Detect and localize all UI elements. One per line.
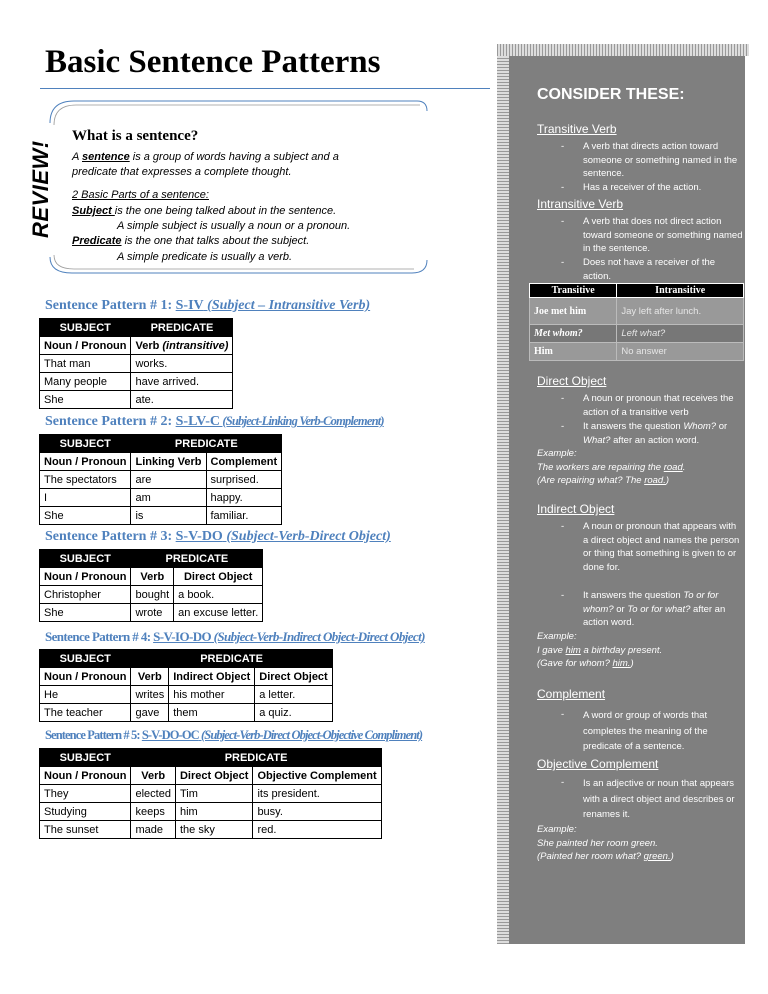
review-heading: What is a sentence? xyxy=(72,128,199,144)
table-row: She is familiar. xyxy=(40,507,282,525)
sidebar-heading: CONSIDER THESE: xyxy=(537,86,685,103)
pattern-4-heading: Sentence Pattern # 4: S-V-IO-DO (Subject-Verb-Indirect Object-Direct Object) xyxy=(45,629,425,644)
table-row: Christopher bought a book. xyxy=(40,586,263,604)
pattern-5-table: SUBJECT PREDICATE Noun / Pronoun Verb Direct Object Objective Complement They elected Tim its president. Studying keeps him busy. The sunset made the sky red. xyxy=(39,748,382,839)
review-parts-heading: 2 Basic Parts of a sentence: xyxy=(72,189,209,201)
table-row: Many people have arrived. xyxy=(40,373,233,391)
review-predicate: Predicate is the one that talks about the subject. xyxy=(72,235,310,247)
review-subject: Subject is the one being talked about in the sentence. xyxy=(72,205,337,217)
pattern-4-table: SUBJECT PREDICATE Noun / Pronoun Verb Indirect Object Direct Object He writes his mother a letter. The teacher gave them a quiz. xyxy=(39,649,333,722)
bullet-dash: - xyxy=(561,393,565,404)
table-row: That man works. xyxy=(40,355,233,373)
indirect-object-item-1: A noun or pronoun that appears with a direct object and names the person or thing that something is given to or done for. xyxy=(583,521,740,573)
sidebar xyxy=(509,56,745,944)
transitive-title: Transitive Verb xyxy=(537,122,617,136)
objective-complement-item-1: Is an adjective or noun that appears with a direct object and describes or renames it. xyxy=(583,778,735,820)
title-rule xyxy=(40,88,490,89)
pattern-3-heading: Sentence Pattern # 3: S-V-DO (Subject-Verb-Direct Object) xyxy=(45,529,391,544)
bullet-dash: - xyxy=(561,421,565,432)
table-row: They elected Tim its president. xyxy=(40,785,382,803)
intransitive-item-1: A verb that does not direct action toward someone or something named in the sentence. xyxy=(583,216,743,254)
sidebar-texture-top xyxy=(497,44,749,56)
bullet-dash: - xyxy=(561,257,565,268)
transitive-compare-table: Transitive Intransitive Joe met him Jay left after lunch. Met whom? Left what? Him No answer xyxy=(529,283,744,361)
intransitive-item-2: Does not have a receiver of the action. xyxy=(583,257,716,282)
table-row: The sunset made the sky red. xyxy=(40,821,382,839)
bullet-dash: - xyxy=(561,777,565,788)
pattern-5-heading: Sentence Pattern # 5: S-V-DO-OC (Subject-Verb-Direct Object-Objective Compliment) xyxy=(45,728,423,742)
transitive-item-1: A verb that directs action toward someone or something named in the sentence. xyxy=(583,141,738,179)
table-row: He writes his mother a letter. xyxy=(40,686,333,704)
table-row: Joe met him Jay left after lunch. xyxy=(530,298,744,325)
sidebar-texture-left xyxy=(497,44,509,944)
table-row: The spectators are surprised. xyxy=(40,471,282,489)
pattern-1-table: SUBJECT PREDICATE Noun / Pronoun Verb (intransitive) That man works. Many people have arrived. She ate. xyxy=(39,318,233,409)
table-row: Him No answer xyxy=(530,343,744,361)
indirect-object-item-2: It answers the question To or for whom? or To or for what? after an action word. xyxy=(583,590,726,628)
table-row: Met whom? Left what? xyxy=(530,325,744,343)
review-subject-note: A simple subject is usually a noun or a pronoun. xyxy=(117,220,351,232)
table-row: The teacher gave them a quiz. xyxy=(40,704,333,722)
transitive-item-2: Has a receiver of the action. xyxy=(583,182,702,193)
bullet-dash: - xyxy=(561,709,565,720)
review-predicate-note: A simple predicate is usually a verb. xyxy=(117,251,293,263)
review-definition: A sentence is a group of words having a subject and a predicate that expresses a complete thought. xyxy=(72,151,339,178)
direct-object-title: Direct Object xyxy=(537,374,607,388)
direct-object-example: Example: The workers are repairing the road. (Are repairing what? The road.) xyxy=(537,448,686,486)
review-tag: REVIEW! xyxy=(28,140,53,238)
pattern-2-heading: Sentence Pattern # 2: S-LV-C (Subject-Linking Verb-Complement) xyxy=(45,414,384,429)
pattern-2-table: SUBJECT PREDICATE Noun / Pronoun Linking Verb Complement The spectators are surprised. I am happy. She is familiar. xyxy=(39,434,282,525)
objective-complement-title: Objective Complement xyxy=(537,757,659,771)
table-row: Studying keeps him busy. xyxy=(40,803,382,821)
bullet-dash: - xyxy=(561,216,565,227)
table-row: She wrote an excuse letter. xyxy=(40,604,263,622)
bullet-dash: - xyxy=(561,521,565,532)
page-title: Basic Sentence Patterns xyxy=(45,44,381,80)
bullet-dash: - xyxy=(561,182,565,193)
table-row: I am happy. xyxy=(40,489,282,507)
pattern-1-heading: Sentence Pattern # 1: S-IV (Subject – Intransitive Verb) xyxy=(45,298,371,313)
bullet-dash: - xyxy=(561,590,565,601)
complement-title: Complement xyxy=(537,687,606,701)
indirect-object-example: Example: I gave him a birthday present. (Gave for whom? him.) xyxy=(537,631,663,669)
objective-complement-example: Example: She painted her room green. (Painted her room what? green.) xyxy=(537,824,674,862)
table-row: She ate. xyxy=(40,391,233,409)
bullet-dash: - xyxy=(561,141,565,152)
direct-object-item-2: It answers the question Whom? or What? after an action word. xyxy=(583,421,728,446)
complement-item-1: A word or group of words that completes the meaning of the predicate of a sentence. xyxy=(583,710,708,752)
direct-object-item-1: A noun or pronoun that receives the action of a transitive verb xyxy=(583,393,734,418)
pattern-3-table: SUBJECT PREDICATE Noun / Pronoun Verb Direct Object Christopher bought a book. She wrote an excuse letter. xyxy=(39,549,263,622)
indirect-object-title: Indirect Object xyxy=(537,502,615,516)
intransitive-title: Intransitive Verb xyxy=(537,197,624,211)
